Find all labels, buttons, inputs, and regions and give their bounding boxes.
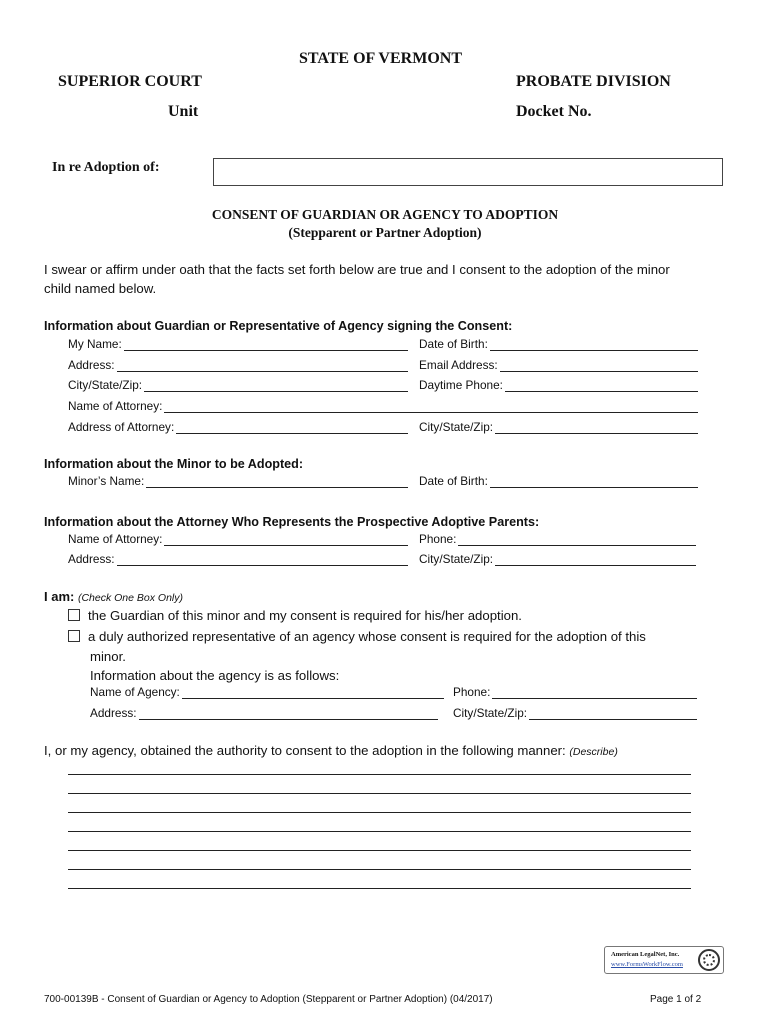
guardian-dob-line[interactable] [490,339,698,351]
describe-line-4[interactable] [68,831,691,832]
agency-checkbox[interactable] [68,630,80,642]
agency-city-field[interactable] [453,706,697,720]
minor-name-label: Minor’s Name: [68,474,145,488]
adoptive-attorney-city-line[interactable] [495,554,696,566]
guardian-attorney-city-line[interactable] [495,422,698,434]
minor-section-heading: Information about the Minor to be Adopted: [44,457,304,471]
minor-name-line[interactable] [146,476,408,488]
guardian-phone-line[interactable] [505,380,698,392]
i-am-instruction: (Check One Box Only) [77,592,184,604]
minor-name-field[interactable] [68,474,408,488]
my-name-label: My Name: [68,337,122,351]
guardian-checkbox[interactable] [68,609,80,621]
attorney-section-heading: Information about the Attorney Who Represents the Prospective Adoptive Parents: [44,515,540,529]
oath-text-line1: I swear or affirm under oath that the facts set forth below are true and I consent to the adoption of the minor [44,262,670,277]
option-agency[interactable] [68,629,646,644]
my-name-field[interactable] [68,337,408,351]
authority-text [44,743,618,758]
minor-dob-label: Date of Birth: [419,474,488,488]
adoptive-attorney-name-label: Name of Attorney: [68,532,163,546]
describe-line-2[interactable] [68,793,691,794]
logo-name: American LegalNet, Inc. [611,951,680,958]
describe-line-3[interactable] [68,812,691,813]
agency-info-label: Information about the agency is as follows: [90,668,340,683]
guardian-attorney-address-line[interactable] [176,422,408,434]
adoptive-attorney-address-line[interactable] [117,554,408,566]
form-subtitle: (Stepparent or Partner Adoption) [288,225,482,240]
agency-city-label: City/State/Zip: [453,706,528,720]
guardian-phone-label: Daytime Phone: [419,378,503,392]
american-legalnet-logo[interactable] [604,946,724,974]
guardian-dob-field[interactable] [419,337,698,351]
adoptive-attorney-city-field[interactable] [419,552,696,566]
describe-line-7[interactable] [68,888,691,889]
state-title: STATE OF VERMONT [299,50,462,67]
agency-phone-field[interactable] [453,685,697,699]
unit-label: Unit [168,103,199,120]
agency-name-field[interactable] [90,685,444,699]
in-re-label: In re Adoption of: [52,160,160,175]
guardian-attorney-address-label: Address of Attorney: [68,420,175,434]
adoptive-attorney-address-field[interactable] [68,552,408,566]
describe-line-1[interactable] [68,774,691,775]
guardian-address-label: Address: [68,358,115,372]
guardian-attorney-name-field[interactable] [68,399,698,413]
guardian-email-line[interactable] [500,360,698,372]
adoptive-attorney-city-label: City/State/Zip: [419,552,494,566]
footer-form-id: 700-00139B - Consent of Guardian or Agency to Adoption (Stepparent or Partner Adoption) (04/2017) [44,994,493,1005]
option-agency-label-cont: minor. [90,649,126,664]
adoptive-attorney-phone-field[interactable] [419,532,696,546]
adoptee-name-field[interactable] [213,158,723,186]
option-guardian-label: the Guardian of this minor and my consent is required for his/her adoption. [88,608,522,623]
agency-address-label: Address: [90,706,137,720]
oath-text-line2: child named below. [44,281,157,296]
guardian-city-label: City/State/Zip: [68,378,143,392]
guardian-attorney-address-field[interactable] [68,420,408,434]
guardian-city-field[interactable] [68,378,408,392]
agency-address-line[interactable] [139,708,438,720]
guardian-phone-field[interactable] [419,378,698,392]
guardian-section-heading: Information about Guardian or Representative of Agency signing the Consent: [44,319,513,333]
docket-label: Docket No. [516,103,592,120]
guardian-dob-label: Date of Birth: [419,337,488,351]
footer-page-number: Page 1 of 2 [650,994,702,1005]
adoptive-attorney-phone-line[interactable] [458,534,696,546]
guardian-email-label: Email Address: [419,358,498,372]
agency-name-label: Name of Agency: [90,685,180,699]
agency-name-line[interactable] [182,687,444,699]
guardian-email-field[interactable] [419,358,698,372]
court-label: SUPERIOR COURT [58,73,202,90]
adoptive-attorney-phone-label: Phone: [419,532,457,546]
describe-line-6[interactable] [68,869,691,870]
guardian-address-field[interactable] [68,358,408,372]
authority-label: I, or my agency, obtained the authority to consent to the adoption in the following manner: [44,743,566,758]
adoptive-attorney-name-field[interactable] [68,532,408,546]
authority-instruction: (Describe) [569,746,618,758]
agency-city-line[interactable] [529,708,697,720]
guardian-city-line[interactable] [144,380,408,392]
i-am-heading [44,589,183,604]
minor-dob-line[interactable] [490,476,698,488]
agency-address-field[interactable] [90,706,438,720]
guardian-address-line[interactable] [117,360,408,372]
division-label: PROBATE DIVISION [516,73,671,90]
option-agency-label: a duly authorized representative of an agency whose consent is required for the adoption of this [88,629,646,644]
form-title: CONSENT OF GUARDIAN OR AGENCY TO ADOPTION [211,207,559,222]
describe-line-5[interactable] [68,850,691,851]
agency-phone-line[interactable] [492,687,697,699]
minor-dob-field[interactable] [419,474,698,488]
logo-url[interactable]: www.FormsWorkFlow.com [611,961,683,968]
my-name-line[interactable] [124,339,408,351]
i-am-label: I am: [44,589,75,604]
adoptive-attorney-name-line[interactable] [164,534,408,546]
legalnet-seal-icon [698,949,720,971]
guardian-attorney-name-label: Name of Attorney: [68,399,163,413]
guardian-attorney-city-label: City/State/Zip: [419,420,494,434]
option-guardian[interactable] [68,608,522,623]
agency-phone-label: Phone: [453,685,491,699]
guardian-attorney-name-line[interactable] [164,401,698,413]
guardian-attorney-city-field[interactable] [419,420,698,434]
adoptive-attorney-address-label: Address: [68,552,115,566]
